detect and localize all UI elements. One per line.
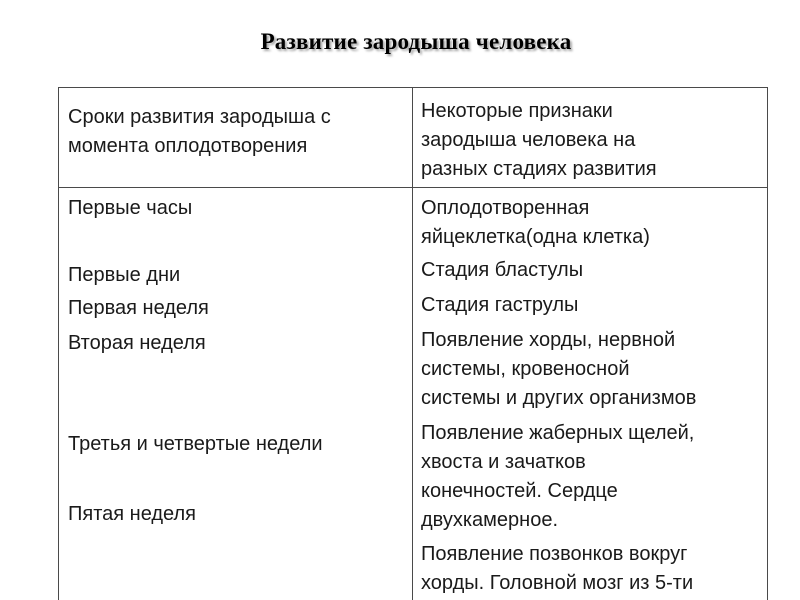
embryo-development-table [58, 87, 768, 600]
period-first-week: Первая неделя [68, 297, 209, 319]
column-divider [412, 88, 413, 600]
header-period: Сроки развития зародыша с момента оплодотворения [68, 106, 331, 157]
features-vertebrae: Появление позвонков вокруг хорды. Головной мозг из 5-ти [421, 543, 694, 594]
features-fertilized-egg: Оплодотворенная яйцеклетка(одна клетка) [421, 197, 650, 248]
header-features: Некоторые признаки зародыша человека на разных стадиях развития [421, 100, 657, 180]
header-divider [59, 187, 767, 188]
period-first-days: Первые дни [68, 264, 181, 286]
features-gill-slits: Появление жаберных щелей, хвоста и зачатков конечностей. Сердце двухкамерное. [421, 422, 695, 531]
slide-title: Развитие зародыша человека [260, 29, 572, 54]
period-second-week: Вторая неделя [68, 332, 206, 354]
features-chord-nervous-system: Появление хорды, нервной системы, кровеносной системы и других организмов [421, 329, 697, 409]
period-first-hours: Первые часы [68, 197, 193, 219]
period-fifth-week: Пятая неделя [68, 503, 197, 525]
features-gastrula: Стадия гаструлы [421, 294, 579, 316]
features-blastula: Стадия бластулы [421, 259, 584, 281]
period-third-fourth-weeks: Третья и четвертые недели [68, 433, 323, 455]
